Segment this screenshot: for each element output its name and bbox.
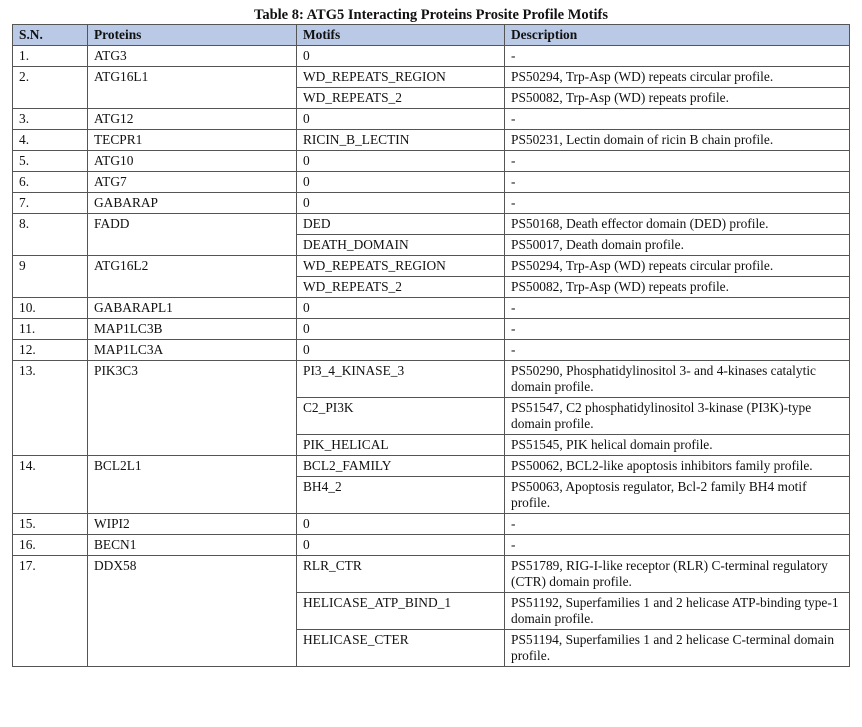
cell-motif: PIK_HELICAL bbox=[297, 435, 505, 456]
table-row bbox=[13, 593, 850, 630]
cell-motif: 0 bbox=[297, 151, 505, 172]
cell-sn: 3. bbox=[13, 109, 88, 130]
cell-motif: WD_REPEATS_REGION bbox=[297, 256, 505, 277]
cell-sn: 4. bbox=[13, 130, 88, 151]
cell-protein: BCL2L1 bbox=[88, 456, 297, 477]
table-row bbox=[13, 535, 850, 556]
motifs-table bbox=[12, 24, 850, 667]
cell-motif: BCL2_FAMILY bbox=[297, 456, 505, 477]
cell-motif: DEATH_DOMAIN bbox=[297, 235, 505, 256]
table-row bbox=[13, 319, 850, 340]
cell-sn: 6. bbox=[13, 172, 88, 193]
header-proteins: Proteins bbox=[88, 25, 297, 46]
table-row bbox=[13, 151, 850, 172]
cell-description: - bbox=[505, 514, 850, 535]
cell-protein bbox=[88, 435, 297, 456]
cell-protein: ATG16L2 bbox=[88, 256, 297, 277]
cell-motif: PI3_4_KINASE_3 bbox=[297, 361, 505, 398]
cell-description: - bbox=[505, 193, 850, 214]
cell-protein: BECN1 bbox=[88, 535, 297, 556]
cell-motif: 0 bbox=[297, 193, 505, 214]
cell-sn: 5. bbox=[13, 151, 88, 172]
cell-description: - bbox=[505, 151, 850, 172]
table-caption: Table 8: ATG5 Interacting Proteins Prosite Profile Motifs bbox=[254, 7, 608, 23]
cell-description: PS51545, PIK helical domain profile. bbox=[505, 435, 850, 456]
cell-sn bbox=[13, 630, 88, 667]
cell-sn: 2. bbox=[13, 67, 88, 88]
cell-motif: RICIN_B_LECTIN bbox=[297, 130, 505, 151]
cell-description: - bbox=[505, 46, 850, 67]
cell-sn: 16. bbox=[13, 535, 88, 556]
header-sn: S.N. bbox=[13, 25, 88, 46]
cell-protein: TECPR1 bbox=[88, 130, 297, 151]
cell-description: - bbox=[505, 535, 850, 556]
cell-motif: HELICASE_CTER bbox=[297, 630, 505, 667]
cell-description: PS50082, Trp-Asp (WD) repeats profile. bbox=[505, 277, 850, 298]
cell-description: PS51547, C2 phosphatidylinositol 3-kinase (PI3K)-type domain profile. bbox=[505, 398, 850, 435]
cell-protein bbox=[88, 630, 297, 667]
cell-description: PS50294, Trp-Asp (WD) repeats circular profile. bbox=[505, 67, 850, 88]
cell-description: PS51789, RIG-I-like receptor (RLR) C-terminal regulatory (CTR) domain profile. bbox=[505, 556, 850, 593]
cell-motif: 0 bbox=[297, 172, 505, 193]
cell-motif: 0 bbox=[297, 109, 505, 130]
table-row bbox=[13, 88, 850, 109]
cell-protein: GABARAP bbox=[88, 193, 297, 214]
cell-sn: 8. bbox=[13, 214, 88, 235]
cell-protein: PIK3C3 bbox=[88, 361, 297, 398]
cell-description: PS51192, Superfamilies 1 and 2 helicase ATP-binding type-1 domain profile. bbox=[505, 593, 850, 630]
table-row bbox=[13, 514, 850, 535]
cell-sn: 9 bbox=[13, 256, 88, 277]
cell-motif: HELICASE_ATP_BIND_1 bbox=[297, 593, 505, 630]
cell-protein: ATG12 bbox=[88, 109, 297, 130]
table-row bbox=[13, 277, 850, 298]
table-row bbox=[13, 398, 850, 435]
cell-motif: BH4_2 bbox=[297, 477, 505, 514]
table-row bbox=[13, 235, 850, 256]
table-row bbox=[13, 46, 850, 67]
cell-sn bbox=[13, 277, 88, 298]
cell-protein bbox=[88, 593, 297, 630]
cell-motif: 0 bbox=[297, 514, 505, 535]
cell-description: - bbox=[505, 340, 850, 361]
cell-description: - bbox=[505, 319, 850, 340]
cell-description: - bbox=[505, 172, 850, 193]
cell-protein bbox=[88, 88, 297, 109]
table-row bbox=[13, 130, 850, 151]
header-description: Description bbox=[505, 25, 850, 46]
cell-protein: FADD bbox=[88, 214, 297, 235]
cell-description: PS50290, Phosphatidylinositol 3- and 4-kinases catalytic domain profile. bbox=[505, 361, 850, 398]
cell-motif: WD_REPEATS_2 bbox=[297, 277, 505, 298]
cell-sn: 14. bbox=[13, 456, 88, 477]
table-row bbox=[13, 556, 850, 593]
cell-description: PS50062, BCL2-like apoptosis inhibitors family profile. bbox=[505, 456, 850, 477]
cell-motif: DED bbox=[297, 214, 505, 235]
cell-sn: 13. bbox=[13, 361, 88, 398]
cell-description: PS50063, Apoptosis regulator, Bcl-2 family BH4 motif profile. bbox=[505, 477, 850, 514]
cell-protein: GABARAPL1 bbox=[88, 298, 297, 319]
cell-protein bbox=[88, 398, 297, 435]
cell-protein bbox=[88, 235, 297, 256]
cell-protein: ATG3 bbox=[88, 46, 297, 67]
header-motifs: Motifs bbox=[297, 25, 505, 46]
cell-sn bbox=[13, 235, 88, 256]
table-row bbox=[13, 256, 850, 277]
table-row bbox=[13, 193, 850, 214]
cell-protein: ATG16L1 bbox=[88, 67, 297, 88]
table-row bbox=[13, 477, 850, 514]
cell-sn bbox=[13, 477, 88, 514]
table-body bbox=[13, 46, 850, 667]
cell-motif: C2_PI3K bbox=[297, 398, 505, 435]
table-row bbox=[13, 630, 850, 667]
cell-protein bbox=[88, 277, 297, 298]
cell-protein: ATG7 bbox=[88, 172, 297, 193]
cell-description: - bbox=[505, 109, 850, 130]
cell-sn: 7. bbox=[13, 193, 88, 214]
cell-description: PS50017, Death domain profile. bbox=[505, 235, 850, 256]
cell-protein: MAP1LC3B bbox=[88, 319, 297, 340]
cell-description: PS51194, Superfamilies 1 and 2 helicase C-terminal domain profile. bbox=[505, 630, 850, 667]
table-row bbox=[13, 172, 850, 193]
cell-protein bbox=[88, 477, 297, 514]
cell-sn: 10. bbox=[13, 298, 88, 319]
table-header-row bbox=[13, 25, 850, 46]
table-row bbox=[13, 67, 850, 88]
cell-sn bbox=[13, 88, 88, 109]
cell-sn: 17. bbox=[13, 556, 88, 593]
cell-description: PS50294, Trp-Asp (WD) repeats circular profile. bbox=[505, 256, 850, 277]
table-row bbox=[13, 109, 850, 130]
cell-sn: 1. bbox=[13, 46, 88, 67]
cell-protein: ATG10 bbox=[88, 151, 297, 172]
cell-description: PS50168, Death effector domain (DED) profile. bbox=[505, 214, 850, 235]
cell-sn bbox=[13, 435, 88, 456]
table-row bbox=[13, 340, 850, 361]
cell-motif: WD_REPEATS_REGION bbox=[297, 67, 505, 88]
cell-description: PS50082, Trp-Asp (WD) repeats profile. bbox=[505, 88, 850, 109]
cell-sn: 12. bbox=[13, 340, 88, 361]
cell-protein: WIPI2 bbox=[88, 514, 297, 535]
cell-sn bbox=[13, 398, 88, 435]
table-row bbox=[13, 435, 850, 456]
cell-motif: 0 bbox=[297, 46, 505, 67]
cell-description: - bbox=[505, 298, 850, 319]
cell-sn: 11. bbox=[13, 319, 88, 340]
cell-sn bbox=[13, 593, 88, 630]
cell-motif: 0 bbox=[297, 319, 505, 340]
table-row bbox=[13, 214, 850, 235]
cell-motif: 0 bbox=[297, 298, 505, 319]
cell-motif: 0 bbox=[297, 340, 505, 361]
table-row bbox=[13, 298, 850, 319]
cell-protein: DDX58 bbox=[88, 556, 297, 593]
cell-motif: RLR_CTR bbox=[297, 556, 505, 593]
table-row bbox=[13, 361, 850, 398]
cell-description: PS50231, Lectin domain of ricin B chain profile. bbox=[505, 130, 850, 151]
cell-motif: 0 bbox=[297, 535, 505, 556]
cell-sn: 15. bbox=[13, 514, 88, 535]
cell-protein: MAP1LC3A bbox=[88, 340, 297, 361]
cell-motif: WD_REPEATS_2 bbox=[297, 88, 505, 109]
table-row bbox=[13, 456, 850, 477]
